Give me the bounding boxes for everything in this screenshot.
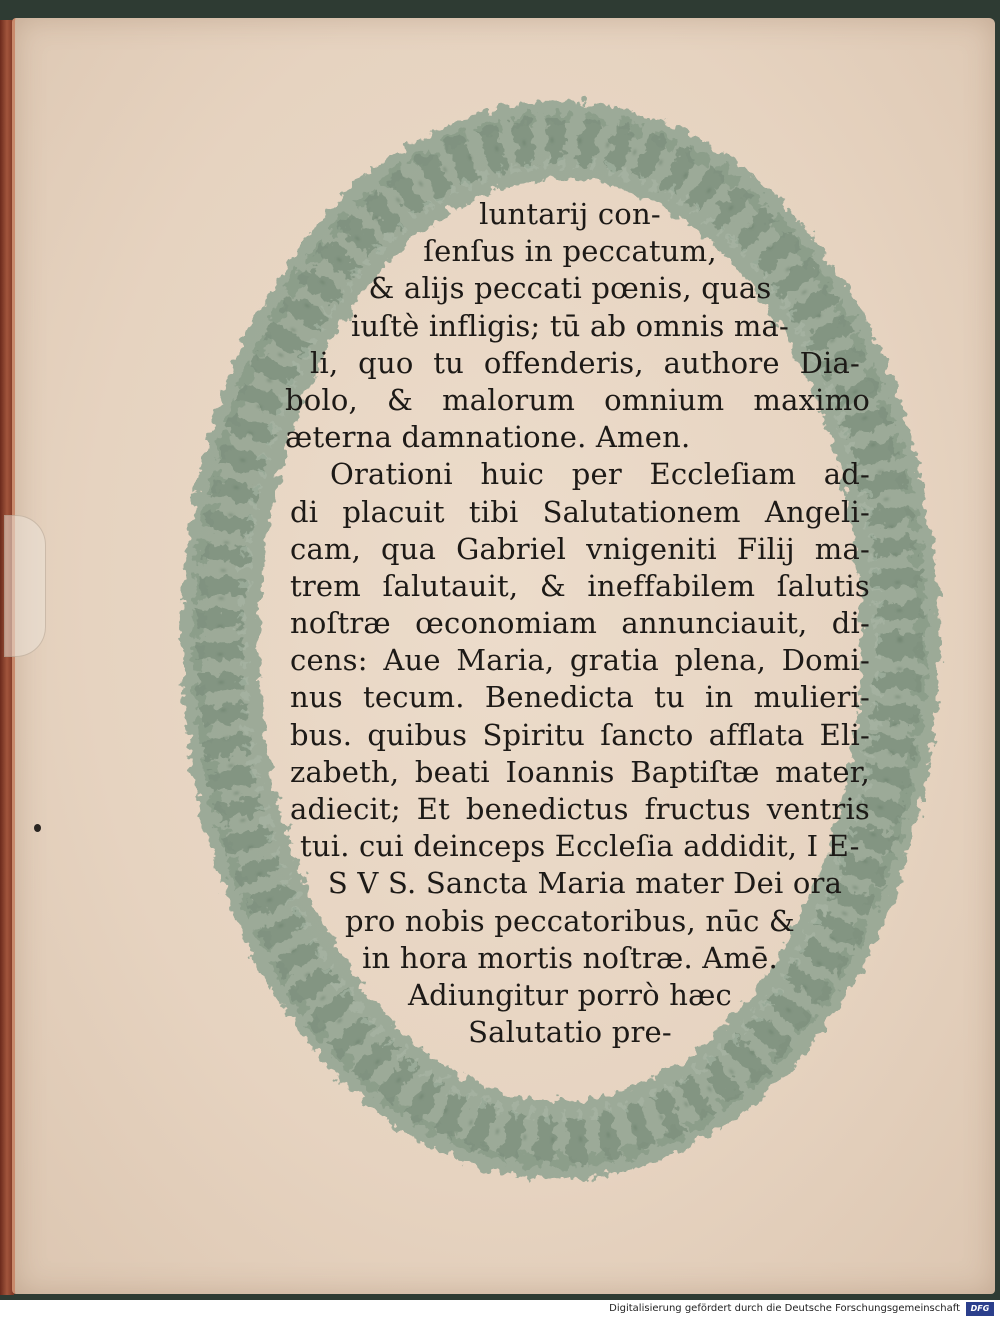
text-line: luntarij con- — [479, 197, 661, 231]
text-line: Salutatio pre- — [468, 1015, 672, 1050]
text-line: ſenſus in peccatum, — [423, 234, 717, 269]
footer-credit: Digitalisierung gefördert durch die Deutsche Forschungsgemeinschaft — [609, 1303, 960, 1314]
text-line: tui. cui deinceps Eccleſia addidit, I E- — [300, 829, 860, 864]
text-line: S V S. Sancta Maria mater Dei ora — [327, 866, 843, 901]
text-line: trem ſalutauit, & ineffabilem ſalutis — [290, 568, 870, 603]
text-line: Orationi huic per Eccleſiam ad- — [330, 457, 870, 492]
text-line: bolo, & malorum omnium maximo — [285, 382, 870, 417]
text-line: noſtræ œconomiam annunciauit, di- — [290, 606, 870, 641]
text-line: bus. quibus Spiritu ſancto afflata Eli- — [290, 717, 870, 752]
text-line: adiecit; Et benedictus fructus ventris — [290, 792, 870, 826]
text-line: æterna damnatione. Amen. — [285, 420, 691, 455]
text-line: nus tecum. Benedicta tu in mulieri- — [290, 680, 870, 715]
text-line: Adiungitur porrò hæc — [408, 977, 732, 1012]
text-line: di placuit tibi Salutationem Angeli- — [290, 494, 870, 529]
text-line: zabeth, beati Ioannis Baptiſtæ mater, — [290, 754, 870, 789]
prayer-text — [270, 196, 870, 1051]
text-line: li, quo tu offenderis, authore Dia- — [310, 345, 860, 380]
text-line: cam, qua Gabriel vnigeniti Filij ma- — [290, 531, 870, 566]
text-line: pro nobis peccatoribus, nūc & — [345, 903, 795, 938]
footer-bar — [0, 1300, 1000, 1319]
text-line: in hora mortis noſtræ. Amē. — [362, 940, 778, 975]
text-line: cens: Aue Maria, gratia plena, Domi- — [290, 643, 870, 678]
text-line: & alijs peccati pœnis, quas — [368, 271, 772, 306]
dfg-logo-icon: DFG — [966, 1302, 994, 1316]
text-line: iuſtè infligis; tū ab omnis ma- — [350, 308, 790, 343]
